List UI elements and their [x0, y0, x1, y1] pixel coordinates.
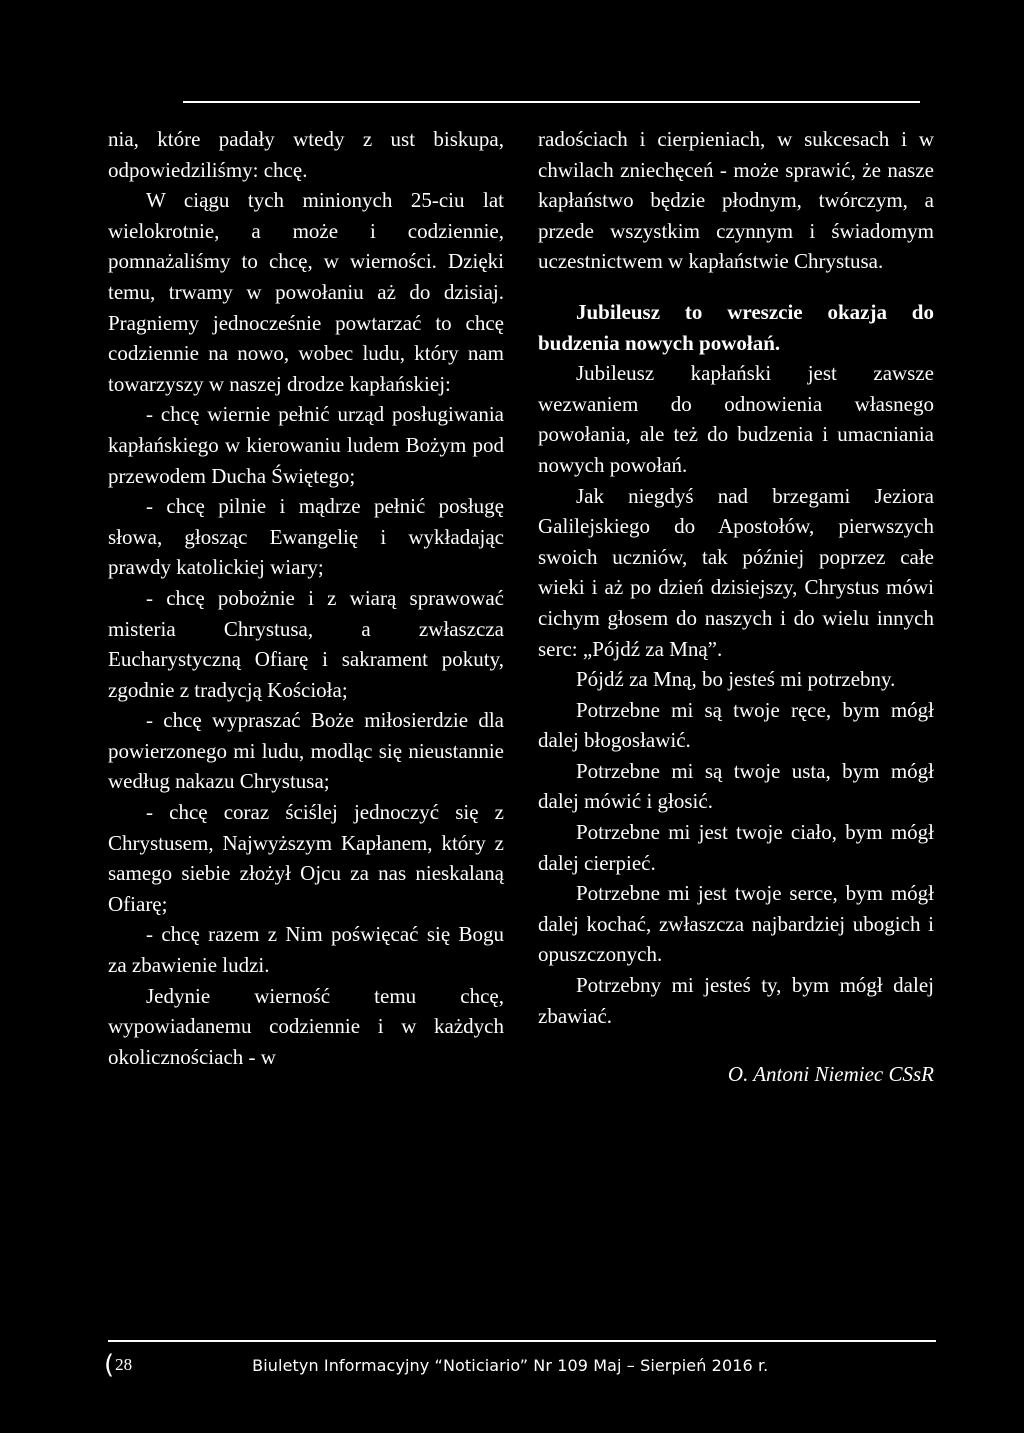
- paragraph: Pójdź za Mną, bo jesteś mi potrzebny.: [576, 667, 896, 692]
- publication-title: Biuletyn Informacyjny “Noticiario” Nr 109 Maj – Sierpień 2016 r.: [252, 1355, 769, 1375]
- paragraph: Potrzebne mi jest twoje ciało, bym mógł dalej cierpieć.: [538, 820, 934, 875]
- page-number-value: 28: [115, 1355, 133, 1374]
- paragraph: W ciągu tych minionych 25-ciu lat wielokrotnie, a może i codziennie, pomnażaliśmy to chcę, w wierności. Dzięki temu, trwamy w powołaniu aż do dzisiaj. Pragniemy jednocześnie powtarzać to chcę codziennie na nowo, wobec ludu, który nam towarzyszy w naszej drodze kapłańskiej:: [108, 188, 504, 396]
- vow-item: - chcę razem z Nim poświęcać się Bogu za zbawienie ludzi.: [108, 922, 504, 978]
- vow-item: - chcę pobożnie i z wiarą sprawować misteria Chrystusa, a zwłaszcza Eucharystyczną Ofiarę i sakrament pokuty, zgodnie z tradycją Kościoła;: [108, 585, 504, 702]
- right-column: [538, 124, 934, 1090]
- paragraph: Potrzebne mi jest twoje serce, bym mógł dalej kochać, zwłaszcza najbardziej ubogich i opuszczonych.: [538, 881, 934, 967]
- top-rule: [183, 101, 920, 103]
- footer-rule: [108, 1340, 936, 1342]
- paragraph: Jedynie wierność temu chcę, wypowiadanemu codziennie i w każdych okolicznościach - w: [108, 983, 504, 1069]
- left-column: [108, 124, 504, 1072]
- paragraph: Jak niegdyś nad brzegami Jeziora Galilejskiego do Apostołów, pierwszych swoich uczniów, tak później poprzez całe wieki i aż po dzień dzisiejszy, Chrystus mówi cichym głosem do naszych i do wielu innych serc: „Pójdź za Mną”.: [538, 483, 934, 661]
- vow-item: - chcę wiernie pełnić urząd posługiwania kapłańskiego w kierowaniu ludem Bożym pod przewodem Ducha Świętego;: [108, 402, 504, 488]
- vow-item: - chcę coraz ściślej jednoczyć się z Chrystusem, Najwyższym Kapłanem, który z samego siebie złożył Ojcu za nas nieskalaną Ofiarę;: [108, 800, 504, 916]
- paragraph: nia, które padały wtedy z ust biskupa, odpowiedziliśmy: chcę.: [108, 127, 504, 182]
- vow-item: - chcę pilnie i mądrze pełnić posługę słowa, głosząc Ewangelię i wykładając prawdy katolickiej wiary;: [108, 494, 504, 580]
- section-heading: Jubileusz to wreszcie okazja do budzenia nowych powołań.: [538, 299, 934, 355]
- author-signature: O. Antoni Niemiec CSsR: [727, 1062, 934, 1087]
- vow-item: - chcę wypraszać Boże miłosierdzie dla powierzonego mi ludu, modląc się nieustannie według nakazu Chrystusa;: [108, 708, 504, 794]
- paragraph: radościach i cierpieniach, w sukcesach i w chwilach zniechęceń - może sprawić, że nasze kapłaństwo będzie płodnym, twórczym, a przede wszystkim czynnym i świadomym uczestnictwem w kapłaństwie Chrystusa.: [538, 127, 934, 274]
- paragraph: Potrzebny mi jesteś ty, bym mógł dalej zbawiać.: [538, 973, 934, 1028]
- page-footer: [104, 1350, 768, 1380]
- bracket-ornament-icon: (: [104, 1350, 115, 1380]
- paragraph: Potrzebne mi są twoje ręce, bym mógł dalej błogosławić.: [538, 697, 934, 753]
- paragraph: Jubileusz kapłański jest zawsze wezwaniem do odnowienia własnego powołania, ale też do budzenia i umacniania nowych powołań.: [538, 361, 934, 477]
- paragraph: Potrzebne mi są twoje usta, bym mógł dalej mówić i głosić.: [538, 758, 934, 814]
- page-number: [104, 1352, 132, 1378]
